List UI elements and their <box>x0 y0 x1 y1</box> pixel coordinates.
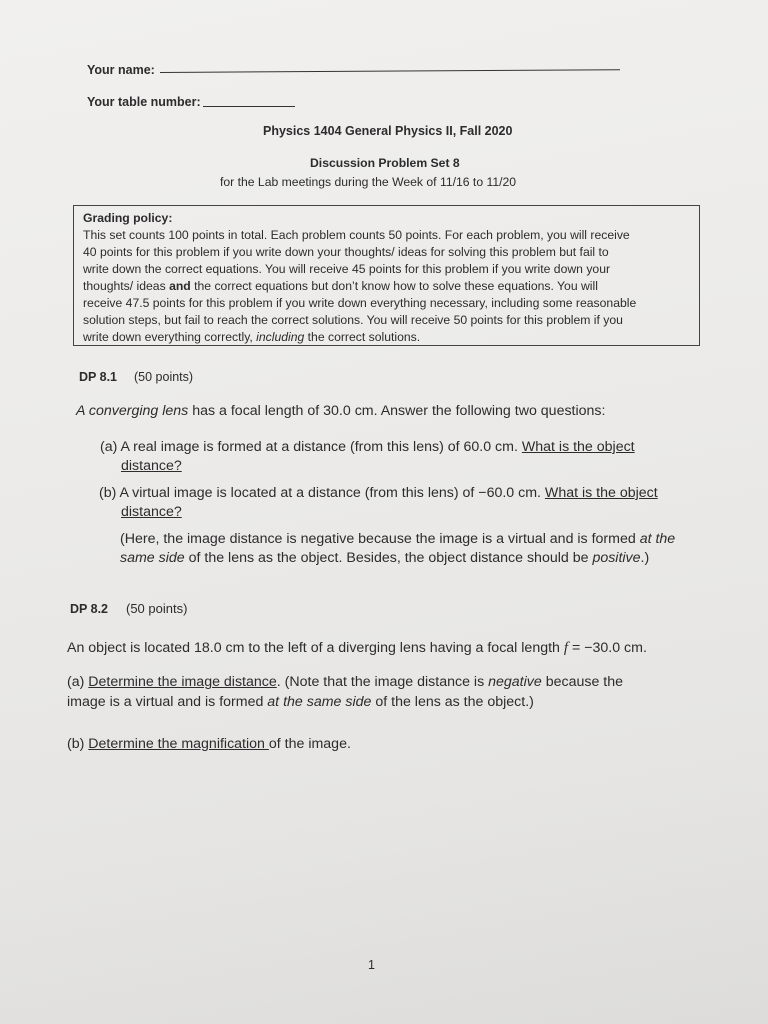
dp1-part-a-text: (a) A real image is formed at a distance (from this lens) of 60.0 cm. <box>100 439 522 455</box>
dp2-part-b-rest: of the image. <box>268 736 351 752</box>
dp1-note-2-text: of the lens as the object. Besides, the object distance should be <box>184 550 593 566</box>
policy-line-4-start: thoughts/ ideas <box>83 279 170 293</box>
dp1-part-a-question: What is the object <box>521 439 635 455</box>
dp1-part-b-question-cont: distance? <box>121 504 182 520</box>
dp2-focal-length-symbol: f <box>563 640 569 656</box>
dp2-part-b-prefix: (b) <box>67 736 89 752</box>
dp1-note-line-2 <box>120 550 649 566</box>
problem-set-title: Discussion Problem Set 8 <box>310 156 460 170</box>
policy-line-7-start: write down everything correctly, <box>83 330 257 344</box>
table-number-label: Your table number: <box>87 95 201 109</box>
policy-line-7-end: the correct solutions. <box>304 330 421 344</box>
dp1-note-line-1 <box>120 531 675 547</box>
policy-line-4 <box>83 279 598 293</box>
table-number-blank-line <box>203 106 295 107</box>
dp2-label: DP 8.2 <box>70 602 108 616</box>
dp1-intro-rest: has a focal length of 30.0 cm. Answer the following two questions: <box>188 403 606 419</box>
policy-line-4-and: and <box>169 279 191 293</box>
dp1-part-b <box>99 485 658 501</box>
dp2-part-a-line-2-end: of the lens as the object.) <box>371 694 534 710</box>
dp2-intro <box>67 640 647 657</box>
dp2-part-a <box>67 674 623 690</box>
name-blank-line <box>160 69 620 73</box>
policy-line-5: receive 47.5 points for this problem if you write down everything necessary, including some reasonable <box>83 296 637 310</box>
policy-line-4-end: the correct equations but don’t know how to solve these equations. You will <box>190 279 598 293</box>
dp1-part-b-text: (b) A virtual image is located at a distance (from this lens) of −60.0 cm. <box>99 485 545 501</box>
dp1-points: (50 points) <box>134 370 194 384</box>
dp1-note-1-at-the: at the <box>639 531 676 547</box>
dp2-part-a-line-2 <box>67 694 534 710</box>
course-title: Physics 1404 General Physics II, Fall 2020 <box>263 124 513 138</box>
policy-line-3: write down the correct equations. You will receive 45 points for this problem if you write down your <box>83 262 611 276</box>
dp2-part-a-line-2-text: image is a virtual and is formed <box>67 694 268 710</box>
dp2-part-a-task: Determine the image distance <box>88 674 277 690</box>
grading-policy-title: Grading policy: <box>83 211 173 225</box>
dp1-note-1-text: (Here, the image distance is negative because the image is a virtual and is formed <box>120 531 640 547</box>
dp1-label: DP 8.1 <box>79 370 117 384</box>
policy-line-7-including: including <box>256 330 305 344</box>
dp2-part-b <box>67 736 351 752</box>
dp2-part-b-task: Determine the magnification <box>88 736 269 752</box>
policy-line-1: This set counts 100 points in total. Each problem counts 50 points. For each problem, you will receive <box>83 228 630 242</box>
policy-line-2: 40 points for this problem if you write down your thoughts/ ideas for solving this problem but fail to <box>83 245 609 259</box>
meeting-week: for the Lab meetings during the Week of 11/16 to 11/20 <box>220 175 517 189</box>
dp2-intro-text: An object is located 18.0 cm to the left of a diverging lens having a focal length <box>67 640 564 656</box>
policy-line-7 <box>83 330 420 344</box>
dp1-intro <box>76 403 605 419</box>
dp2-part-a-prefix: (a) <box>67 674 89 690</box>
dp1-intro-converging-lens: A converging lens <box>76 403 189 419</box>
dp1-note-2-positive: positive <box>592 550 641 566</box>
dp2-part-a-same-side: at the same side <box>267 694 372 710</box>
dp2-part-a-note: . (Note that the image distance is <box>276 674 489 690</box>
dp2-points: (50 points) <box>126 601 188 616</box>
policy-line-6: solution steps, but fail to reach the correct solutions. You will receive 50 points for this problem if you <box>83 313 623 327</box>
dp1-note-2-same-side: same side <box>120 550 185 566</box>
dp1-part-a-question-cont: distance? <box>121 458 182 474</box>
page-number: 1 <box>368 958 375 972</box>
dp1-part-b-question: What is the object <box>544 485 658 501</box>
dp1-part-a <box>100 439 635 455</box>
dp2-part-a-negative: negative <box>488 674 542 690</box>
dp2-intro-value: = −30.0 cm. <box>568 640 647 656</box>
name-label: Your name: <box>87 63 155 77</box>
dp2-part-a-note-end: because the <box>541 674 624 690</box>
dp1-note-2-end: .) <box>640 550 650 566</box>
